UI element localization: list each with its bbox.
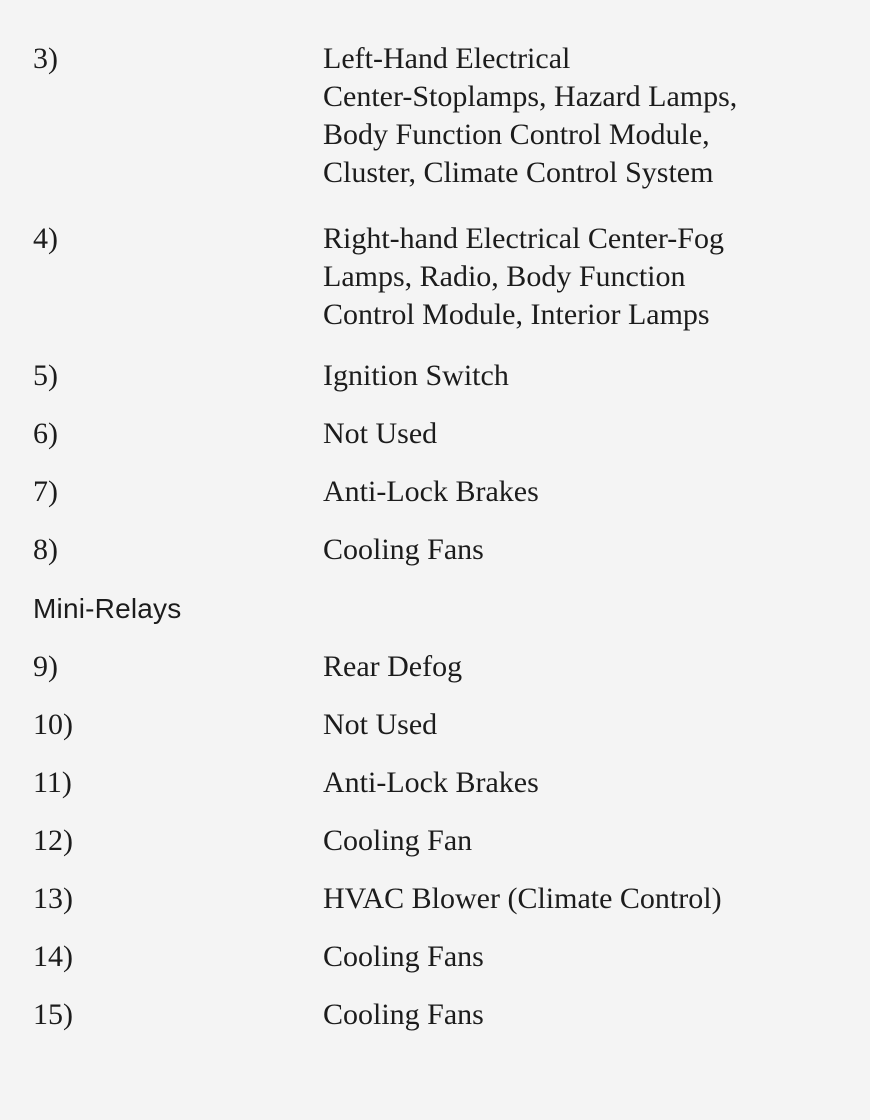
description-line: Cooling Fans: [323, 533, 484, 566]
item-number: 7): [33, 475, 58, 508]
description-line: Control Module, Interior Lamps: [323, 298, 710, 331]
item-description: [323, 531, 853, 569]
description-line: Center-Stoplamps, Hazard Lamps,: [323, 80, 738, 113]
item-number: 14): [33, 940, 73, 973]
item-description: [323, 764, 853, 802]
description-line: Anti-Lock Brakes: [323, 475, 539, 508]
description-line: Cooling Fan: [323, 824, 473, 857]
description-line: Cooling Fans: [323, 998, 484, 1031]
section-heading-mini-relays: Mini-Relays: [33, 593, 182, 624]
description-line: HVAC Blower (Climate Control): [323, 882, 722, 915]
item-description: [323, 938, 853, 976]
item-description: [323, 40, 853, 192]
description-line: Not Used: [323, 708, 438, 741]
item-number: 10): [33, 708, 73, 741]
description-line: Left-Hand Electrical: [323, 42, 571, 75]
description-line: Right-hand Electrical Center-Fog: [323, 222, 724, 255]
description-line: Cooling Fans: [323, 940, 484, 973]
item-description: [323, 648, 853, 686]
item-description: [323, 706, 853, 744]
item-number: 8): [33, 533, 58, 566]
item-number: 6): [33, 417, 58, 450]
item-number: 4): [33, 222, 58, 255]
description-line: Lamps, Radio, Body Function: [323, 260, 686, 293]
item-number: 15): [33, 998, 73, 1031]
item-number: 9): [33, 650, 58, 683]
description-line: Anti-Lock Brakes: [323, 766, 539, 799]
item-number: 13): [33, 882, 73, 915]
description-line: Rear Defog: [323, 650, 463, 683]
item-description: [323, 473, 853, 511]
item-description: [323, 415, 853, 453]
description-line: Body Function Control Module,: [323, 118, 710, 151]
description-line: Not Used: [323, 417, 438, 450]
item-number: 11): [33, 766, 72, 799]
item-description: [323, 880, 853, 918]
item-description: [323, 822, 853, 860]
description-line: Ignition Switch: [323, 359, 509, 392]
item-number: 12): [33, 824, 73, 857]
item-description: [323, 220, 853, 334]
item-description: [323, 996, 853, 1034]
item-description: [323, 357, 853, 395]
item-number: 5): [33, 359, 58, 392]
description-line: Cluster, Climate Control System: [323, 156, 714, 189]
item-number: 3): [33, 42, 58, 75]
